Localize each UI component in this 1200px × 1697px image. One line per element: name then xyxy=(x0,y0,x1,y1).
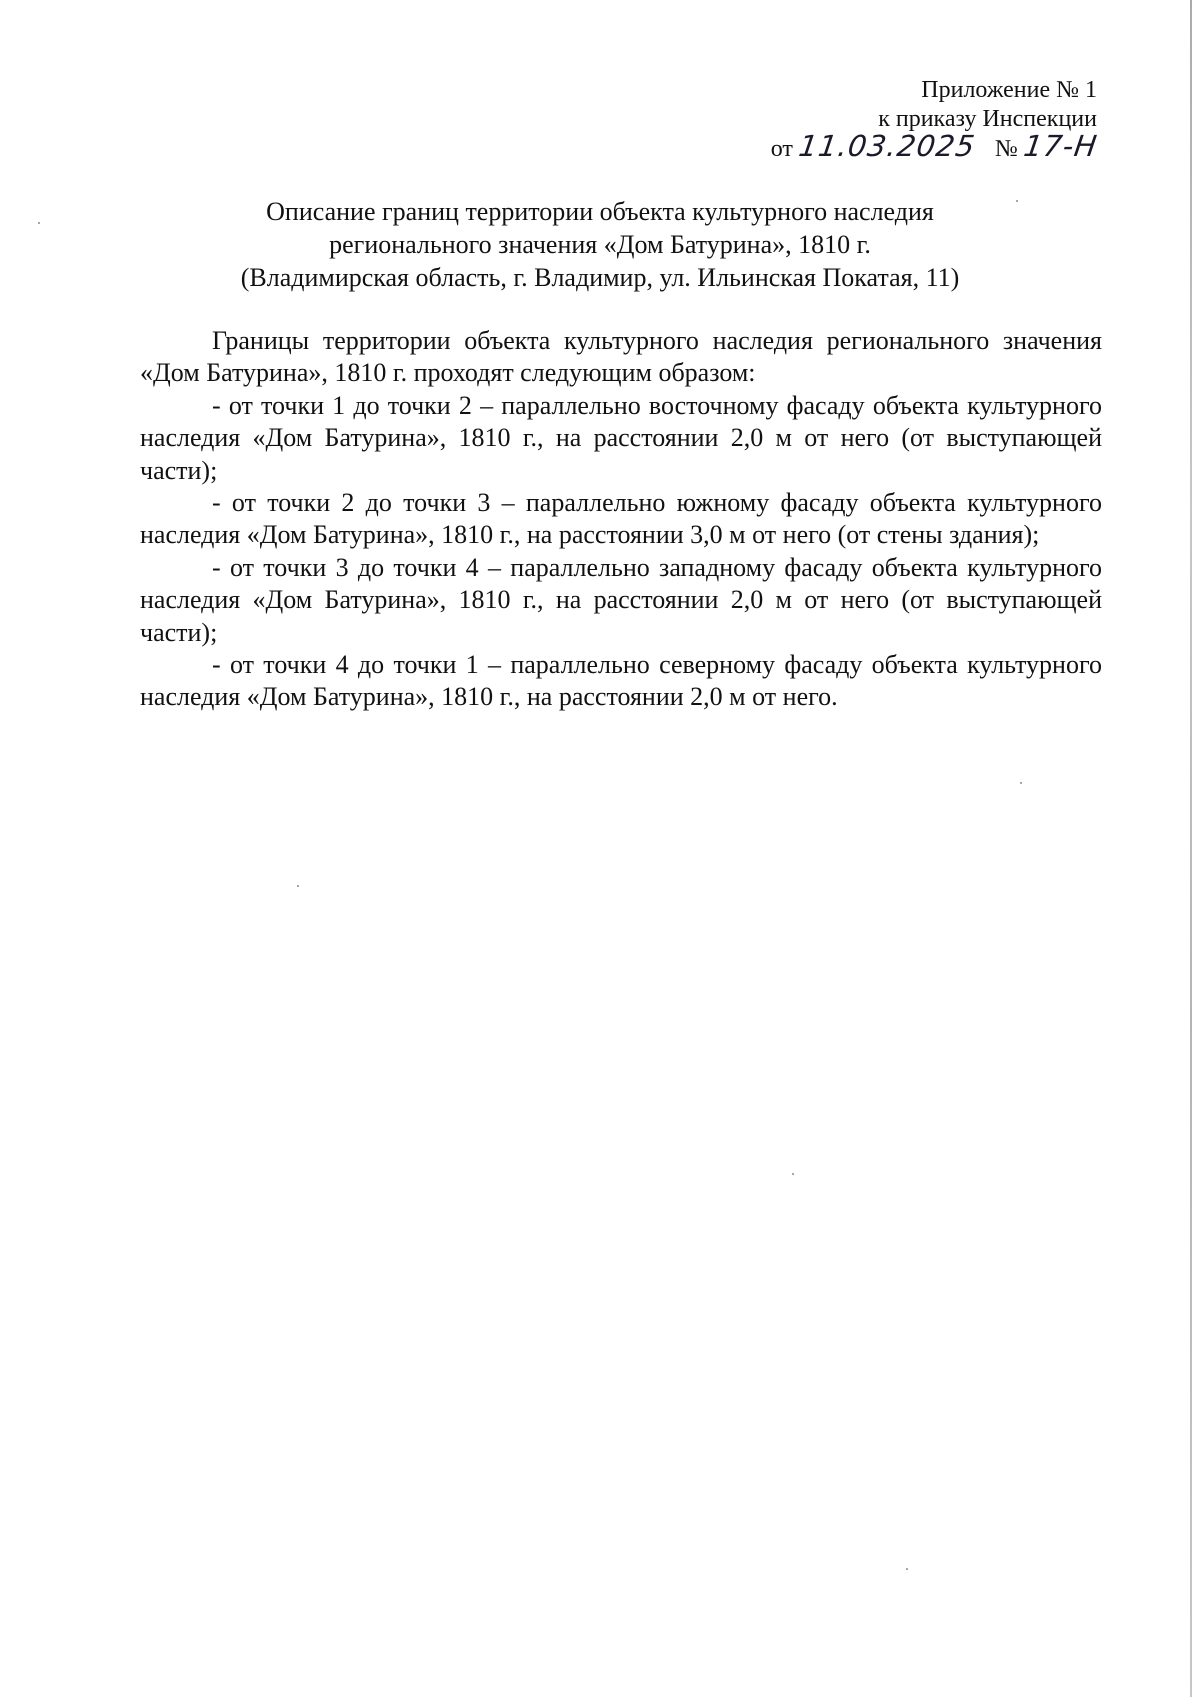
boundary-item-1: - от точки 1 до точки 2 – параллельно восточному фасаду объекта культурного наследия «Дом Батурина», 1810 г., на расстоянии 2,0 м от него (от выступающей части); xyxy=(140,390,1102,485)
title-line-2: регионального значения «Дом Батурина», 1810 г. xyxy=(329,230,871,259)
appendix-order-reference: к приказу Инспекции xyxy=(878,106,1097,132)
boundary-item-3: - от точки 3 до точки 4 – параллельно западному фасаду объекта культурного наследия «Дом Батурина», 1810 г., на расстоянии 2,0 м от него (от выступающей части); xyxy=(140,552,1102,647)
intro-paragraph: Границы территории объекта культурного наследия регионального значения «Дом Батурина», 1810 г. проходят следующим образом: xyxy=(140,326,1102,388)
handwritten-date: 11.03.2025 xyxy=(796,129,978,163)
scan-speck xyxy=(1020,782,1022,784)
document-title xyxy=(140,195,1060,294)
document-body xyxy=(140,325,1102,714)
title-line-1: Описание границ территории объекта культурного наследия xyxy=(266,197,934,226)
scan-speck xyxy=(38,222,40,224)
appendix-header xyxy=(737,76,1100,164)
handwritten-order-number: 17-Н xyxy=(1021,129,1100,163)
boundary-item-2: - от точки 2 до точки 3 – параллельно южному фасаду объекта культурного наследия «Дом Батурина», 1810 г., на расстоянии 3,0 м от него (от стены здания); xyxy=(140,488,1102,550)
appendix-date-line xyxy=(737,129,1100,164)
scan-speck xyxy=(792,1173,794,1175)
scan-speck xyxy=(906,1568,908,1570)
number-sign: № xyxy=(994,136,1018,162)
title-line-3: (Владимирская область, г. Владимир, ул. Ильинская Покатая, 11) xyxy=(240,263,960,292)
scan-speck xyxy=(297,885,299,887)
scan-edge-line xyxy=(1190,0,1192,1697)
appendix-number-label: Приложение № 1 xyxy=(921,77,1097,103)
boundary-item-4: - от точки 4 до точки 1 – параллельно северному фасаду объекта культурного наследия «Дом Батурина», 1810 г., на расстоянии 2,0 м от него. xyxy=(140,650,1102,712)
date-prefix: от xyxy=(770,136,793,162)
